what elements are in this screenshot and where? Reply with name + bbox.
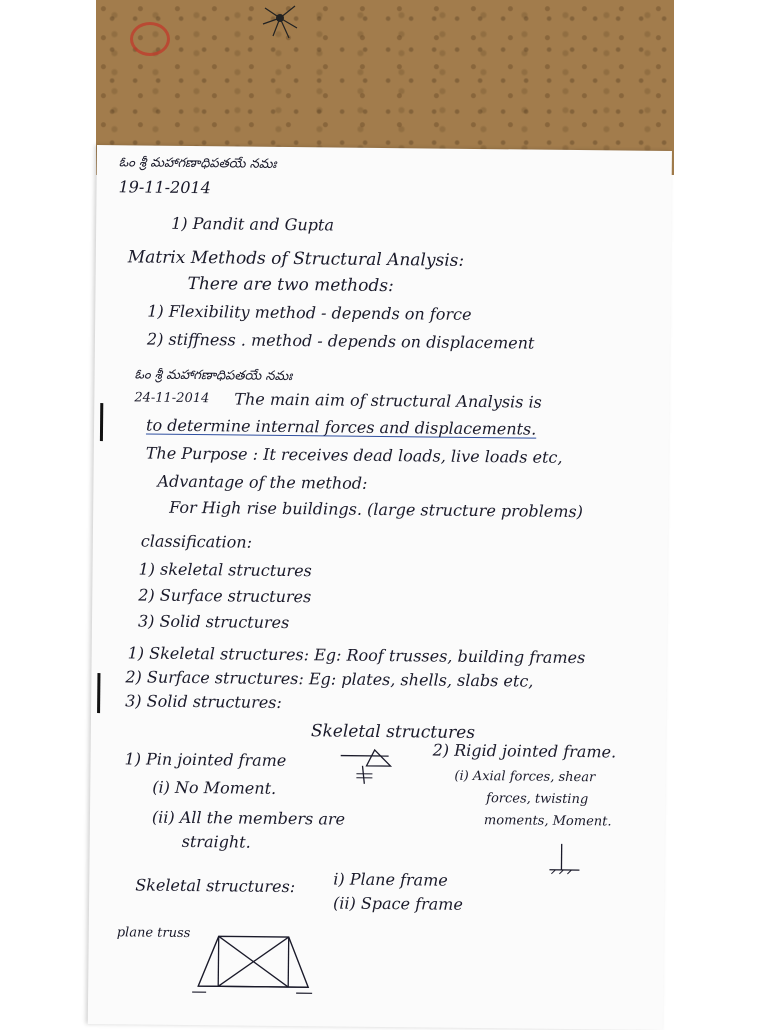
date-second: 24-11-2014 bbox=[134, 390, 209, 406]
pin-support-sketch bbox=[340, 744, 401, 795]
methods-intro: There are two methods: bbox=[187, 274, 393, 296]
pin-frame-label: 1) Pin jointed frame bbox=[124, 749, 286, 770]
rigid-forces-1: (i) Axial forces, shear bbox=[454, 769, 595, 785]
date-first: 19-11-2014 bbox=[118, 177, 210, 197]
space-frame-text: (ii) Space frame bbox=[333, 894, 463, 914]
advantage-heading: Advantage of the method: bbox=[157, 472, 367, 493]
rigid-forces-2: forces, twisting bbox=[486, 791, 588, 807]
class-item-3: 3) Solid structures bbox=[138, 611, 289, 632]
no-moment-text: (i) No Moment. bbox=[152, 778, 276, 798]
straight-text: straight. bbox=[182, 832, 251, 852]
spider-mark bbox=[255, 0, 305, 40]
advantage-detail: For High rise buildings. (large structure problems) bbox=[169, 498, 583, 521]
plane-truss-label: plane truss bbox=[117, 925, 191, 941]
prayer-heading-2: ఓం శ్రీ మహాగణాధిపతయే నమః bbox=[134, 367, 292, 387]
classification-heading: classification: bbox=[141, 531, 252, 551]
notebook-page bbox=[88, 145, 672, 1030]
plane-frame-text: i) Plane frame bbox=[333, 870, 448, 890]
skeletal-types-label: Skeletal structures: bbox=[135, 875, 295, 896]
purpose-text: The Purpose : It receives dead loads, live loads etc, bbox=[146, 444, 563, 467]
aim-text: The main aim of structural Analysis is bbox=[234, 389, 542, 411]
margin-mark-2 bbox=[97, 673, 100, 713]
class-item-2: 2) Surface structures bbox=[138, 585, 311, 606]
rigid-frame-label: 2) Rigid jointed frame. bbox=[433, 741, 617, 762]
aim-text-line2: to determine internal forces and displacements. bbox=[146, 416, 536, 439]
plane-truss-sketch bbox=[188, 928, 319, 999]
eg-item-3: 3) Solid structures: bbox=[125, 691, 282, 712]
fixed-support-sketch bbox=[539, 840, 599, 881]
method-stiffness: 2) stiffness . method - depends on displacement bbox=[147, 330, 535, 353]
class-item-1: 1) skeletal structures bbox=[138, 559, 311, 580]
red-stamp-mark bbox=[130, 22, 170, 56]
skeletal-title: Skeletal structures bbox=[311, 721, 475, 743]
rigid-forces-3: moments, Moment. bbox=[484, 813, 612, 829]
method-flexibility: 1) Flexibility method - depends on force bbox=[147, 302, 471, 324]
reference-text: 1) Pandit and Gupta bbox=[171, 214, 334, 235]
eg-item-2: 2) Surface structures: Eg: plates, shells, slabs etc, bbox=[125, 667, 533, 690]
margin-mark-1 bbox=[100, 403, 103, 441]
prayer-heading: ఓం శ్రీ మహాగణాధిపతయే నమః bbox=[119, 155, 277, 175]
eg-item-1: 1) Skeletal structures: Eg: Roof trusses, building frames bbox=[128, 643, 586, 667]
section-heading: Matrix Methods of Structural Analysis: bbox=[128, 247, 465, 271]
members-text: (ii) All the members are bbox=[152, 808, 345, 829]
